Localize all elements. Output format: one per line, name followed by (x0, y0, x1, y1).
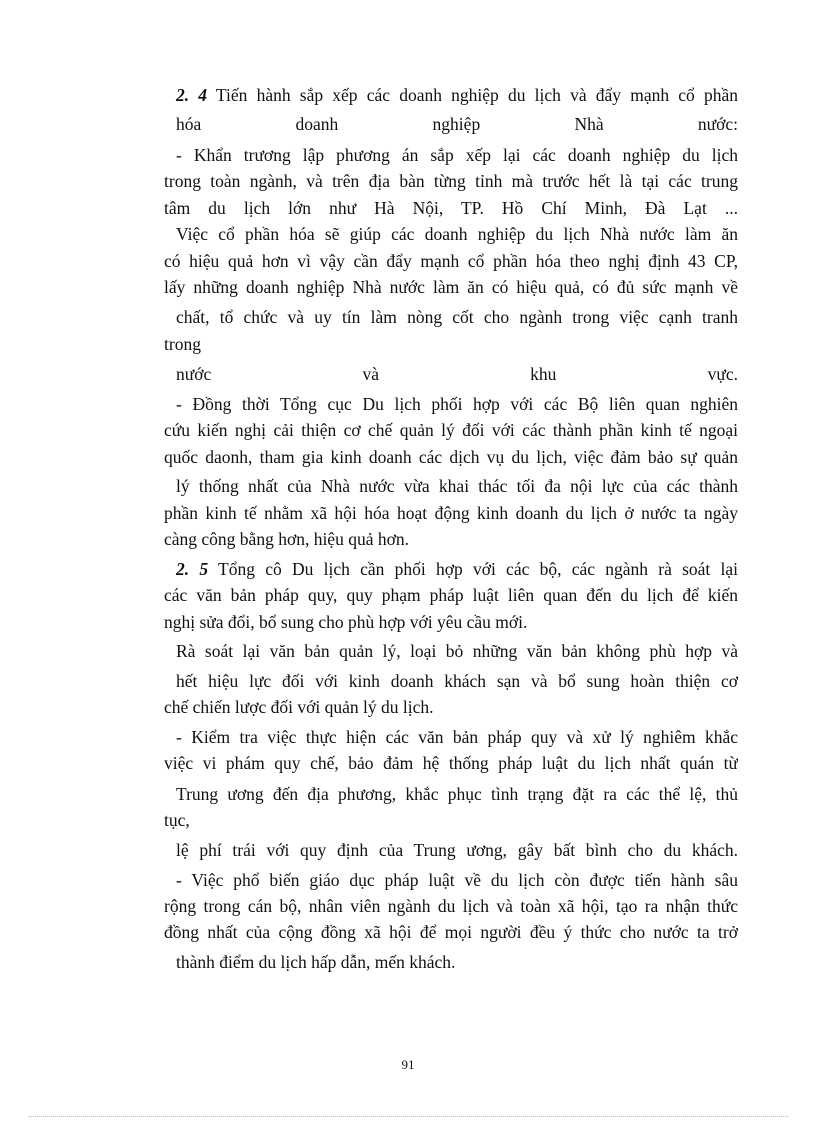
text-line: lệ phí trái với quy định của Trung ương, gây bất bình cho du khách. (176, 840, 738, 860)
text-line: 2. 5 Tổng cô Du lịch cần phối hợp với các bộ, các ngành rà soát lại (176, 559, 738, 579)
text-line: lý thống nhất của Nhà nước vừa khai thác tối đa nội lực của các thành (176, 476, 738, 496)
page-number: 91 (401, 1057, 415, 1072)
section-number: 2. 5 (176, 559, 209, 579)
text-line: - Việc phổ biến giáo dục pháp luật về du lịch còn được tiến hành sâu (176, 870, 738, 890)
text-line: hóa doanh nghiệp Nhà nước: (176, 114, 738, 134)
text-line: có hiệu quả hơn vì vậy cần đẩy mạnh cổ phần hóa theo nghị định 43 CP, (164, 251, 738, 271)
section-number: 2. 4 (176, 85, 208, 105)
text-line: các văn bản pháp quy, quy phạm pháp luật liên quan đến du lịch để kiến (164, 585, 738, 605)
text-line: Trung ương đến địa phương, khắc phục tình trạng đặt ra các thể lệ, thủ (176, 784, 738, 804)
text-line: - Khẩn trương lập phương án sắp xếp lại các doanh nghiệp du lịch (176, 145, 738, 165)
text-line: lấy những doanh nghiệp Nhà nước làm ăn có hiệu quả, có đủ sức mạnh về (164, 277, 738, 297)
text-line: càng công bằng hơn, hiệu quả hơn. (164, 529, 409, 549)
text-line: - Kiểm tra việc thực hiện các văn bản pháp quy và xử lý nghiêm khắc (176, 727, 738, 747)
text-line: trong (164, 334, 201, 354)
text-line: quốc daonh, tham gia kinh doanh các dịch vụ du lịch, việc đảm bảo sự quản (164, 447, 738, 467)
text-line: trong toàn ngành, và trên địa bàn từng tỉnh mà trước hết là tại các trung (164, 171, 738, 191)
text-line: chế chiến lược đối với quản lý du lịch. (164, 697, 434, 717)
text-line: - Đồng thời Tổng cục Du lịch phối hợp với các Bộ liên quan nghiên (176, 394, 738, 414)
text-line: việc vi phám quy chế, bảo đảm hệ thống pháp luật du lịch nhất quán từ (164, 753, 738, 773)
text-line: nước và khu vực. (176, 364, 738, 384)
text-line: tục, (164, 810, 190, 830)
text-line: nghị sửa đổi, bổ sung cho phù hợp với yêu cầu mới. (164, 612, 528, 632)
text-line: chất, tổ chức và uy tín làm nòng cốt cho ngành trong việc cạnh tranh (176, 307, 738, 327)
page-bottom-divider (28, 1116, 788, 1117)
text-line: rộng trong cán bộ, nhân viên ngành du lịch và toàn xã hội, tạo ra nhận thức (164, 896, 738, 916)
text-line: phần kinh tế nhằm xã hội hóa hoạt động kinh doanh du lịch ở nước ta ngày (164, 503, 738, 523)
text-line: Rà soát lại văn bản quản lý, loại bỏ những văn bản không phù hợp và (176, 641, 738, 661)
text-line: đồng nhất của cộng đồng xã hội để mọi người đều ý thức cho nước ta trở (164, 922, 738, 942)
text-line: tâm du lịch lớn như Hà Nội, TP. Hồ Chí Minh, Đà Lạt ... (164, 198, 738, 218)
text-line: thành điểm du lịch hấp dẫn, mến khách. (176, 952, 456, 972)
text-line: cứu kiến nghị cải thiện cơ chế quản lý đối với các thành phần kinh tế ngoại (164, 420, 738, 440)
text-line: Việc cổ phần hóa sẽ giúp các doanh nghiệp du lịch Nhà nước làm ăn (176, 224, 738, 244)
text-line: 2. 4 Tiến hành sắp xếp các doanh nghiệp du lịch và đẩy mạnh cổ phần (176, 85, 738, 105)
text-line: hết hiệu lực đối với kinh doanh khách sạn và bổ sung hoàn thiện cơ (176, 671, 738, 691)
